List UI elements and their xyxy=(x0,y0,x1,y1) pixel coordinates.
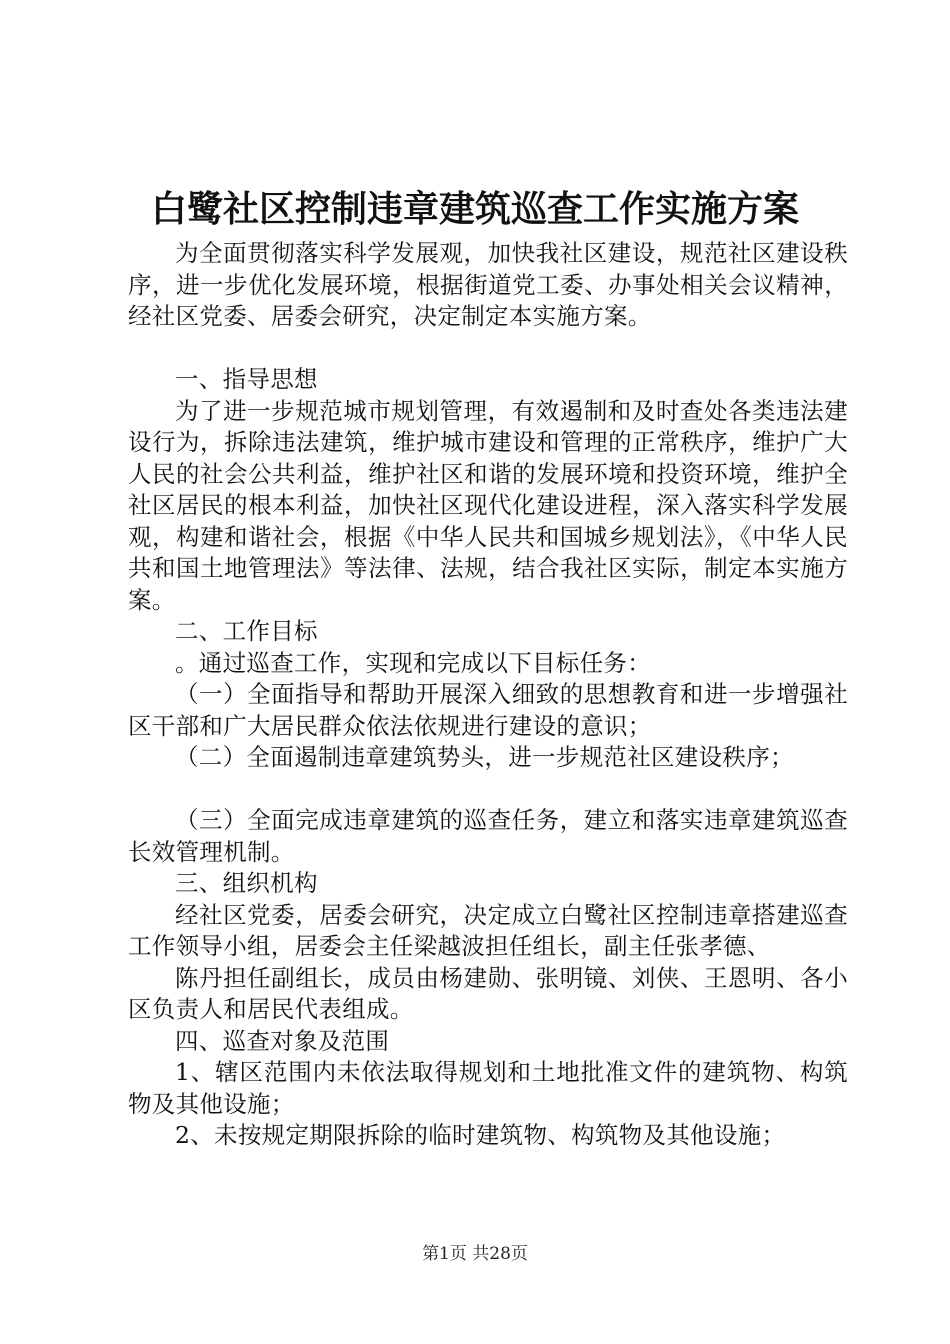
document-title: 白鹭社区控制违章建筑巡查工作实施方案 xyxy=(150,188,799,230)
scope-item-2: 2、未按规定期限拆除的临时建筑物、构筑物及其他设施； xyxy=(175,1121,786,1149)
section-heading-guiding-thought: 一、指导思想 xyxy=(175,365,318,393)
section-heading-inspection-scope: 四、巡查对象及范围 xyxy=(175,1026,390,1055)
blank-line xyxy=(128,774,848,806)
organization-paragraph: 经社区党委，居委会研究，决定成立白鹭社区控制违章搭建巡查工作领导小组，居委会主任梁越波担任组长，副主任张孝德、 xyxy=(128,900,848,960)
document-body xyxy=(128,238,848,1152)
intro-paragraph: 为全面贯彻落实科学发展观，加快我社区建设，规范社区建设秩序，进一步优化发展环境，根据街道党工委、办事处相关会议精神，经社区党委、居委会研究，决定制定本实施方案。 xyxy=(128,239,848,330)
organization-members-paragraph: 陈丹担任副组长，成员由杨建勋、张明镜、刘侠、王恩明、各小区负责人和居民代表组成。 xyxy=(128,963,848,1023)
scope-item-1: 1、辖区范围内未依法取得规划和土地批准文件的建筑物、构筑物及其他设施； xyxy=(128,1058,848,1118)
goal-item-2: （二）全面遏制违章建筑势头，进一步规范社区建设秩序； xyxy=(175,743,794,771)
blank-line xyxy=(128,333,848,365)
goal-item-3: （三）全面完成违章建筑的巡查任务，建立和落实违章建筑巡查长效管理机制。 xyxy=(128,806,848,866)
page-number-footer: 第1页 共28页 xyxy=(422,1244,528,1264)
section-heading-organization: 三、组织机构 xyxy=(175,869,318,897)
section-heading-work-goals: 二、工作目标 xyxy=(175,617,318,645)
guiding-thought-paragraph: 为了进一步规范城市规划管理，有效遏制和及时查处各类违法建设行为，拆除违法建筑，维护城市建设和管理的正常秩序，维护广大人民的社会公共利益，维护社区和谐的发展环境和投资环境，维护全社区居民的根本利益，加快社区现代化建设进程，深入落实科学发展观，构建和谐社会，根据《中华人民共和国城乡规划法》，《中华人民共和国土地管理法》等法律、法规，结合我社区实际，制定本实施方案。 xyxy=(128,396,848,614)
work-goals-intro: 。通过巡查工作，实现和完成以下目标任务： xyxy=(175,648,651,677)
goal-item-1: （一）全面指导和帮助开展深入细致的思想教育和进一步增强社区干部和广大居民群众依法依规进行建设的意识； xyxy=(128,680,848,740)
